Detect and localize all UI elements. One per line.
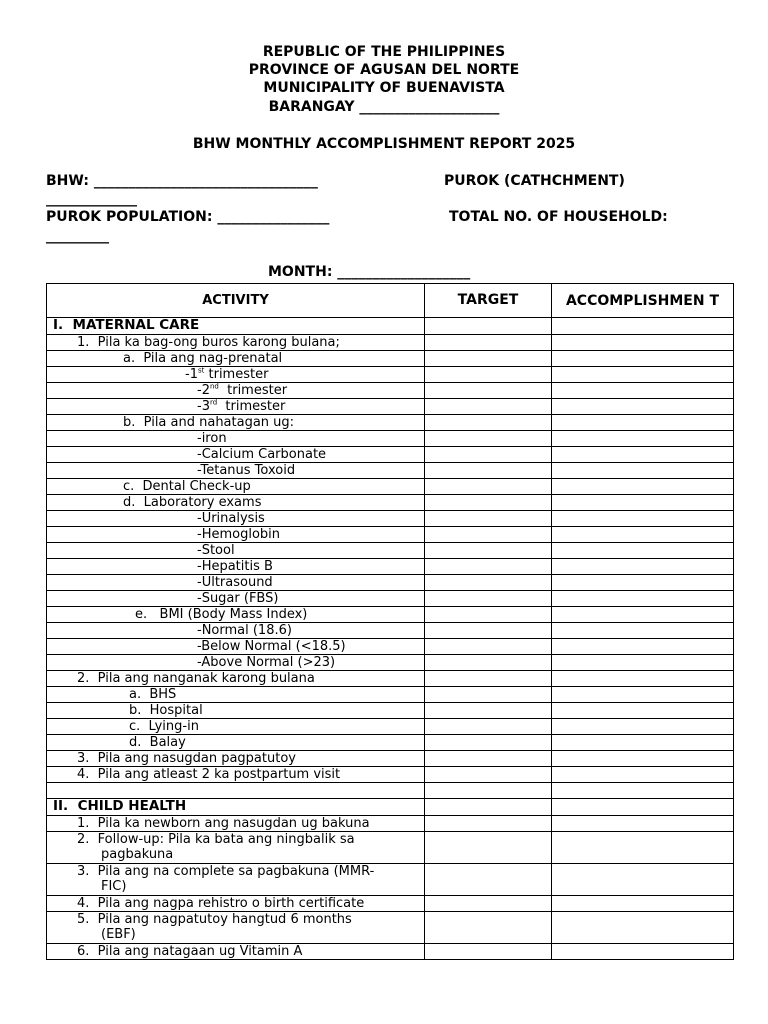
activity-cell [47, 399, 425, 415]
activity-cell [47, 687, 425, 703]
accomplishment-cell[interactable] [552, 511, 734, 527]
accomplishment-cell[interactable] [552, 399, 734, 415]
target-cell[interactable] [425, 799, 552, 816]
table-row [47, 575, 734, 591]
activity-label [47, 447, 424, 462]
municipality-heading: MUNICIPALITY OF BUENAVISTA [263, 80, 505, 96]
activity-text: -Below Normal (<18.5) [197, 639, 346, 654]
table-row [47, 335, 734, 351]
target-cell[interactable] [425, 591, 552, 607]
table-row [47, 399, 734, 415]
target-cell[interactable] [425, 864, 552, 896]
activity-text: -Sugar (FBS) [197, 591, 279, 606]
activity-text: 4. Pila ang atleast 2 ka postpartum visit [77, 767, 341, 782]
activity-cell [47, 816, 425, 832]
activity-text: 1. Pila ka bag-ong buros karong bulana; [77, 335, 340, 350]
activity-label [47, 816, 424, 831]
accomplishment-cell[interactable] [552, 575, 734, 591]
activity-text: -Normal (18.6) [197, 623, 292, 638]
total-household-underline: _________ [46, 228, 109, 244]
activity-cell [47, 912, 425, 944]
activity-text: d. Balay [129, 735, 186, 750]
table-row [47, 832, 734, 864]
activity-cell [47, 735, 425, 751]
activity-cell [47, 527, 425, 543]
province-heading: PROVINCE OF AGUSAN DEL NORTE [248, 62, 520, 78]
activity-label [47, 671, 424, 686]
target-cell[interactable] [425, 367, 552, 383]
activity-label [47, 559, 424, 574]
bhw-field: BHW: ________________________________ [46, 173, 318, 189]
activity-cell [47, 751, 425, 767]
activity-label [47, 415, 424, 430]
target-cell[interactable] [425, 335, 552, 351]
accomplishment-cell[interactable] [552, 367, 734, 383]
accomplishment-cell[interactable] [552, 832, 734, 864]
activity-cell [47, 367, 425, 383]
activity-cell [47, 639, 425, 655]
activity-text: -1 [185, 367, 198, 382]
accomplishment-cell[interactable] [552, 607, 734, 623]
activity-label [47, 912, 424, 942]
activity-cell [47, 318, 425, 335]
target-column-header: TARGET [425, 284, 552, 318]
table-row [47, 463, 734, 479]
table-row [47, 527, 734, 543]
activity-label [47, 655, 424, 670]
accomplishment-cell[interactable] [552, 335, 734, 351]
activity-label [47, 463, 424, 478]
ordinal-suffix: st [197, 367, 205, 375]
activity-cell [47, 575, 425, 591]
activity-label [47, 832, 424, 862]
activity-label [47, 751, 424, 766]
activity-text: 2. Pila ang nanganak karong bulana [77, 671, 315, 686]
activity-cell [47, 864, 425, 896]
activity-text: -Hepatitis B [197, 559, 273, 574]
target-cell[interactable] [425, 318, 552, 335]
activity-label [47, 543, 424, 558]
accomplishment-cell[interactable] [552, 447, 734, 463]
accomplishment-table [46, 283, 734, 960]
accomplishment-cell[interactable] [552, 479, 734, 495]
activity-cell [47, 335, 425, 351]
table-row [47, 495, 734, 511]
activity-cell [47, 495, 425, 511]
activity-label [47, 591, 424, 606]
activity-text: e. BMI (Body Mass Index) [135, 607, 308, 622]
target-cell[interactable] [425, 351, 552, 367]
table-row [47, 864, 734, 896]
purok-field-underline: _____________ [46, 191, 137, 207]
target-cell[interactable] [425, 896, 552, 912]
target-cell[interactable] [425, 751, 552, 767]
activity-label [47, 735, 424, 750]
trimester-label: trimester [218, 383, 288, 398]
activity-text: I. MATERNAL CARE [53, 318, 200, 333]
accomplishment-cell[interactable] [552, 655, 734, 671]
activity-cell [47, 431, 425, 447]
accomplishment-cell[interactable] [552, 912, 734, 944]
table-row [47, 703, 734, 719]
activity-cell [47, 655, 425, 671]
activity-cell [47, 799, 425, 816]
target-cell[interactable] [425, 816, 552, 832]
activity-label [47, 607, 424, 622]
accomplishment-cell[interactable] [552, 799, 734, 816]
activity-cell [47, 415, 425, 431]
activity-text: -3 [197, 399, 210, 414]
target-cell[interactable] [425, 703, 552, 719]
activity-label [47, 623, 424, 638]
activity-label [47, 383, 424, 398]
barangay-heading: BARANGAY ____________________ [268, 99, 500, 115]
target-cell[interactable] [425, 463, 552, 479]
activity-cell [47, 896, 425, 912]
accomplishment-cell[interactable] [552, 703, 734, 719]
activity-label [47, 431, 424, 446]
accomplishment-cell[interactable] [552, 767, 734, 783]
activity-text: 4. Pila ang nagpa rehistro o birth certificate [77, 896, 365, 911]
target-cell[interactable] [425, 447, 552, 463]
activity-label [47, 479, 424, 494]
table-header-row [47, 284, 734, 318]
target-cell[interactable] [425, 783, 552, 799]
activity-text: -iron [197, 431, 227, 446]
target-cell[interactable] [425, 527, 552, 543]
target-cell[interactable] [425, 511, 552, 527]
activity-label [47, 944, 424, 959]
accomplishment-cell[interactable] [552, 431, 734, 447]
table-row [47, 655, 734, 671]
target-cell[interactable] [425, 607, 552, 623]
target-cell[interactable] [425, 559, 552, 575]
activity-cell [47, 383, 425, 399]
activity-text: a. BHS [129, 687, 177, 702]
activity-label [47, 351, 424, 366]
ordinal-suffix: nd [209, 383, 219, 391]
table-row [47, 447, 734, 463]
activity-cell [47, 703, 425, 719]
activity-cell [47, 479, 425, 495]
table-row [47, 735, 734, 751]
activity-label [47, 335, 424, 350]
accomplishment-cell[interactable] [552, 896, 734, 912]
accomplishment-cell[interactable] [552, 944, 734, 960]
accomplishment-cell[interactable] [552, 543, 734, 559]
activity-label [47, 399, 424, 414]
target-cell[interactable] [425, 944, 552, 960]
activity-text: -Above Normal (>23) [197, 655, 336, 670]
activity-cell [47, 623, 425, 639]
activity-cell [47, 351, 425, 367]
accomplishment-cell[interactable] [552, 719, 734, 735]
activity-text: b. Hospital [129, 703, 203, 718]
target-cell[interactable] [425, 832, 552, 864]
activity-cell [47, 767, 425, 783]
accomplishment-cell[interactable] [552, 735, 734, 751]
table-row [47, 479, 734, 495]
activity-cell [47, 463, 425, 479]
table-row [47, 367, 734, 383]
accomplishment-cell[interactable] [552, 415, 734, 431]
table-row [47, 783, 734, 799]
accomplishment-cell[interactable] [552, 527, 734, 543]
activity-label [47, 318, 424, 333]
activity-text-continued: (EBF) [101, 927, 136, 942]
activity-text: -Calcium Carbonate [197, 447, 327, 462]
purok-field: PUROK (CATHCHMENT) [444, 173, 625, 189]
table-row [47, 351, 734, 367]
activity-text-continued: FIC) [101, 879, 127, 894]
accomplishment-cell[interactable] [552, 591, 734, 607]
activity-text: II. CHILD HEALTH [53, 799, 187, 814]
activity-text-continued: pagbakuna [101, 847, 174, 862]
activity-text: a. Pila ang nag-prenatal [123, 351, 283, 366]
target-cell[interactable] [425, 415, 552, 431]
accomplishment-cell[interactable] [552, 383, 734, 399]
activity-text: -Stool [197, 543, 235, 558]
accomplishment-cell[interactable] [552, 751, 734, 767]
target-cell[interactable] [425, 495, 552, 511]
activity-text: -Tetanus Toxoid [197, 463, 296, 478]
activity-cell [47, 944, 425, 960]
month-field: MONTH: ___________________ [268, 264, 471, 280]
activity-label [47, 511, 424, 526]
activity-text: 3. Pila ang na complete sa pagbakuna (MMR- [77, 864, 375, 879]
accomplishment-cell[interactable] [552, 559, 734, 575]
accomplishment-cell[interactable] [552, 671, 734, 687]
accomplishment-column-header: ACCOMPLISHMEN T [552, 284, 734, 318]
report-title: BHW MONTHLY ACCOMPLISHMENT REPORT 2025 [192, 136, 576, 152]
trimester-label: trimester [217, 399, 286, 414]
activity-label [47, 767, 424, 782]
activity-text: 3. Pila ang nasugdan pagpatutoy [77, 751, 296, 766]
table-body [47, 318, 734, 960]
activity-label [47, 639, 424, 654]
accomplishment-cell[interactable] [552, 864, 734, 896]
activity-label [47, 864, 424, 894]
accomplishment-cell[interactable] [552, 687, 734, 703]
activity-cell [47, 607, 425, 623]
table-row [47, 623, 734, 639]
accomplishment-cell[interactable] [552, 639, 734, 655]
accomplishment-cell[interactable] [552, 463, 734, 479]
activity-text: c. Dental Check-up [123, 479, 251, 494]
table-row [47, 607, 734, 623]
activity-text: 6. Pila ang natagaan ug Vitamin A [77, 944, 303, 959]
target-cell[interactable] [425, 479, 552, 495]
table-row [47, 639, 734, 655]
activity-cell [47, 559, 425, 575]
trimester-label: trimester [204, 367, 269, 382]
target-cell[interactable] [425, 687, 552, 703]
target-cell[interactable] [425, 623, 552, 639]
accomplishment-cell[interactable] [552, 623, 734, 639]
ordinal-suffix: rd [209, 399, 218, 407]
activity-cell [47, 783, 425, 799]
target-cell[interactable] [425, 735, 552, 751]
activity-text: -Hemoglobin [197, 527, 281, 542]
table-row [47, 687, 734, 703]
table-row [47, 591, 734, 607]
activity-text: -Urinalysis [197, 511, 265, 526]
table-row [47, 383, 734, 399]
activity-label [47, 799, 424, 814]
accomplishment-cell[interactable] [552, 495, 734, 511]
activity-cell [47, 543, 425, 559]
section-row [47, 318, 734, 335]
activity-text: 5. Pila ang nagpatutoy hangtud 6 months [77, 912, 352, 927]
activity-text: 2. Follow-up: Pila ka bata ang ningbalik sa [77, 832, 355, 847]
activity-text: -2 [197, 383, 210, 398]
activity-label [47, 703, 424, 718]
activity-cell [47, 511, 425, 527]
table-row [47, 431, 734, 447]
activity-cell [47, 671, 425, 687]
table-row [47, 912, 734, 944]
total-household-field: TOTAL NO. OF HOUSEHOLD: [449, 209, 668, 225]
target-cell[interactable] [425, 655, 552, 671]
table-row [47, 751, 734, 767]
activity-text: d. Laboratory exams [123, 495, 262, 510]
activity-label [47, 495, 424, 510]
section-row [47, 799, 734, 816]
table-row [47, 671, 734, 687]
target-cell[interactable] [425, 639, 552, 655]
target-cell[interactable] [425, 767, 552, 783]
activity-label [47, 719, 424, 734]
table-row [47, 511, 734, 527]
target-cell[interactable] [425, 431, 552, 447]
activity-column-header: ACTIVITY [47, 284, 425, 318]
table-row [47, 719, 734, 735]
activity-cell [47, 447, 425, 463]
activity-cell [47, 832, 425, 864]
republic-heading: REPUBLIC OF THE PHILIPPINES [262, 44, 506, 60]
table-row [47, 559, 734, 575]
table-row [47, 896, 734, 912]
table-row [47, 415, 734, 431]
target-cell[interactable] [425, 399, 552, 415]
activity-label [47, 687, 424, 702]
accomplishment-cell[interactable] [552, 783, 734, 799]
target-cell[interactable] [425, 383, 552, 399]
accomplishment-cell[interactable] [552, 351, 734, 367]
table-row [47, 944, 734, 960]
accomplishment-cell[interactable] [552, 318, 734, 335]
table-row [47, 816, 734, 832]
activity-cell [47, 719, 425, 735]
target-cell[interactable] [425, 543, 552, 559]
activity-text: b. Pila and nahatagan ug: [123, 415, 295, 430]
activity-label [47, 575, 424, 590]
target-cell[interactable] [425, 575, 552, 591]
activity-label [47, 367, 424, 382]
activity-label [47, 527, 424, 542]
activity-text: -Ultrasound [197, 575, 273, 590]
table-row [47, 543, 734, 559]
target-cell[interactable] [425, 671, 552, 687]
table-row [47, 767, 734, 783]
activity-cell [47, 591, 425, 607]
purok-population-field: PUROK POPULATION: ________________ [46, 209, 330, 225]
target-cell[interactable] [425, 912, 552, 944]
activity-label [47, 896, 424, 911]
target-cell[interactable] [425, 719, 552, 735]
accomplishment-cell[interactable] [552, 816, 734, 832]
activity-text: 1. Pila ka newborn ang nasugdan ug bakuna [77, 816, 370, 831]
activity-text: c. Lying-in [129, 719, 199, 734]
